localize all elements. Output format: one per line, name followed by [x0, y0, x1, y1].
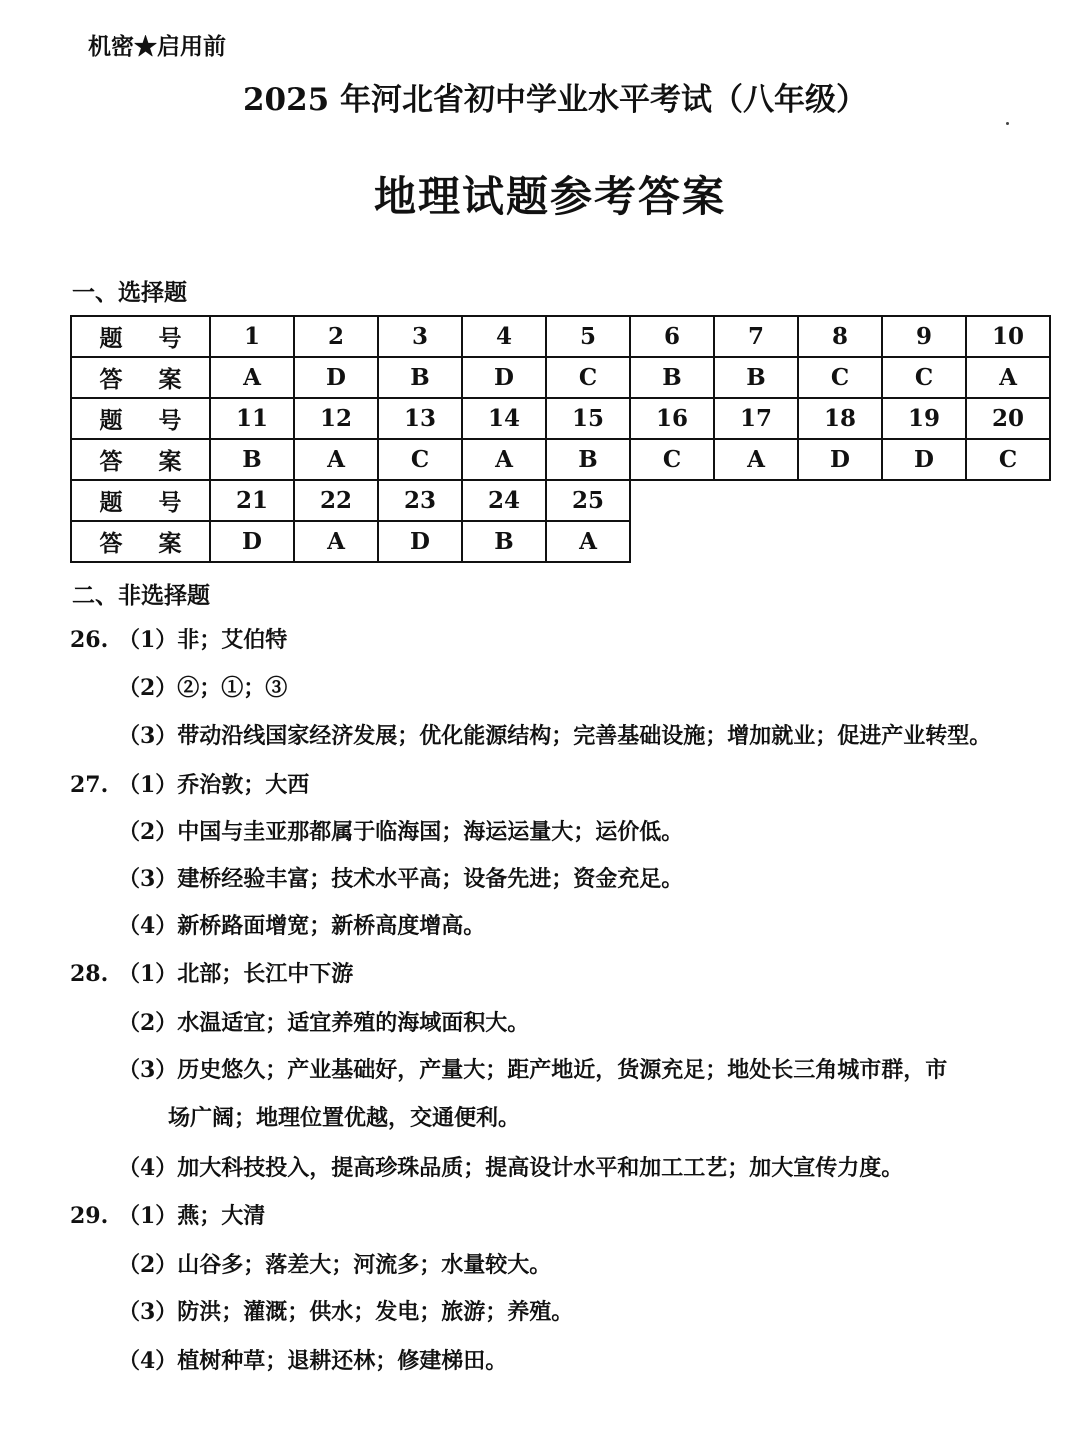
- question-number-cell: 6: [630, 316, 714, 357]
- question-number-cell: 24: [462, 480, 546, 521]
- question-number-cell: 15: [546, 398, 630, 439]
- row-header: 题 号: [71, 480, 210, 521]
- row-header: 题 号: [71, 398, 210, 439]
- question-number-cell: 25: [546, 480, 630, 521]
- question-number-cell: 2: [294, 316, 378, 357]
- question-29: [70, 1199, 265, 1230]
- answer-part-1: （1）乔治敦；大西: [118, 772, 310, 798]
- question-29-part-2: （2）山谷多；落差大；河流多；水量较大。: [118, 1252, 552, 1278]
- answer-part-1: （1）燕；大清: [118, 1203, 266, 1229]
- empty-cell: [966, 521, 1050, 562]
- question-number: 28.: [70, 961, 109, 987]
- row-header: 题 号: [71, 316, 210, 357]
- question-28: [70, 957, 353, 988]
- question-number-cell: 9: [882, 316, 966, 357]
- answer-cell: D: [294, 357, 378, 398]
- question-number-row: [71, 316, 1050, 357]
- empty-cell: [714, 521, 798, 562]
- answer-table: [70, 315, 1051, 563]
- question-number-cell: 18: [798, 398, 882, 439]
- question-number-cell: 5: [546, 316, 630, 357]
- question-number-cell: 10: [966, 316, 1050, 357]
- answer-cell: C: [378, 439, 462, 480]
- row-header: 答 案: [71, 521, 210, 562]
- answer-row: [71, 439, 1050, 480]
- empty-cell: [714, 480, 798, 521]
- question-number-cell: 23: [378, 480, 462, 521]
- answer-cell: B: [630, 357, 714, 398]
- confidential-label: 机密★启用前: [88, 33, 226, 60]
- question-number-cell: 4: [462, 316, 546, 357]
- question-27-part-3: （3）建桥经验丰富；技术水平高；设备先进；资金充足。: [118, 866, 684, 892]
- empty-cell: [630, 521, 714, 562]
- question-number: 26.: [70, 627, 109, 653]
- empty-cell: [630, 480, 714, 521]
- answer-cell: A: [210, 357, 294, 398]
- section-multiple-choice-title: 一、选择题: [72, 279, 187, 306]
- answer-cell: A: [462, 439, 546, 480]
- answer-cell: A: [546, 521, 630, 562]
- question-26-part-3: （3）带动沿线国家经济发展；优化能源结构；完善基础设施；增加就业；促进产业转型。: [118, 723, 992, 749]
- answer-cell: B: [378, 357, 462, 398]
- answer-cell: D: [210, 521, 294, 562]
- question-number-cell: 19: [882, 398, 966, 439]
- empty-cell: [966, 480, 1050, 521]
- question-27-part-4: （4）新桥路面增宽；新桥高度增高。: [118, 913, 486, 939]
- answer-cell: D: [378, 521, 462, 562]
- document-title: 地理试题参考答案: [373, 172, 726, 221]
- answer-cell: B: [462, 521, 546, 562]
- question-27: [70, 768, 309, 799]
- question-number-cell: 8: [798, 316, 882, 357]
- answer-cell: C: [546, 357, 630, 398]
- answer-cell: C: [882, 357, 966, 398]
- question-number-cell: 17: [714, 398, 798, 439]
- answer-cell: A: [294, 439, 378, 480]
- question-28-part-2: （2）水温适宜；适宜养殖的海域面积大。: [118, 1010, 530, 1036]
- question-number-cell: 13: [378, 398, 462, 439]
- answer-table-body: [71, 316, 1050, 562]
- answer-cell: A: [294, 521, 378, 562]
- answer-part-1: （1）非；艾伯特: [118, 627, 288, 653]
- question-number-cell: 12: [294, 398, 378, 439]
- answer-cell: D: [882, 439, 966, 480]
- answer-cell: C: [630, 439, 714, 480]
- answer-cell: D: [798, 439, 882, 480]
- question-number-cell: 20: [966, 398, 1050, 439]
- answer-part-1: （1）北部；长江中下游: [118, 961, 354, 987]
- question-28-part-4: （4）加大科技投入，提高珍珠品质；提高设计水平和加工工艺；加大宣传力度。: [118, 1155, 904, 1181]
- question-29-part-4: （4）植树种草；退耕还林；修建梯田。: [118, 1348, 508, 1374]
- answer-cell: A: [714, 439, 798, 480]
- section-non-choice-title: 二、非选择题: [72, 582, 210, 609]
- question-number: 29.: [70, 1203, 109, 1229]
- question-number-row: [71, 480, 1050, 521]
- answer-cell: C: [798, 357, 882, 398]
- answer-cell: C: [966, 439, 1050, 480]
- answer-cell: D: [462, 357, 546, 398]
- answer-row: [71, 521, 1050, 562]
- answer-cell: B: [546, 439, 630, 480]
- empty-cell: [798, 521, 882, 562]
- row-header: 答 案: [71, 357, 210, 398]
- question-number-cell: 1: [210, 316, 294, 357]
- question-28-part-3: （3）历史悠久；产业基础好，产量大；距产地近，货源充足；地处长三角城市群，市: [118, 1057, 948, 1083]
- question-number-cell: 14: [462, 398, 546, 439]
- question-26-part-2: （2）②；①；③: [118, 675, 288, 701]
- question-number-cell: 21: [210, 480, 294, 521]
- question-number: 27.: [70, 772, 109, 798]
- question-number-row: [71, 398, 1050, 439]
- empty-cell: [882, 480, 966, 521]
- answer-row: [71, 357, 1050, 398]
- scan-speck: [1006, 122, 1009, 125]
- question-28-part-3-continued: 场广阔；地理位置优越，交通便利。: [168, 1105, 521, 1131]
- question-26: [70, 623, 287, 654]
- empty-cell: [882, 521, 966, 562]
- answer-cell: B: [714, 357, 798, 398]
- answer-cell: B: [210, 439, 294, 480]
- row-header: 答 案: [71, 439, 210, 480]
- question-number-cell: 22: [294, 480, 378, 521]
- question-number-cell: 16: [630, 398, 714, 439]
- empty-cell: [798, 480, 882, 521]
- question-29-part-3: （3）防洪；灌溉；供水；发电；旅游；养殖。: [118, 1299, 574, 1325]
- exam-title: 2025 年河北省初中学业水平考试（八年级）: [242, 82, 868, 118]
- question-number-cell: 3: [378, 316, 462, 357]
- answer-cell: A: [966, 357, 1050, 398]
- question-27-part-2: （2）中国与圭亚那都属于临海国；海运运量大；运价低。: [118, 819, 684, 845]
- question-number-cell: 7: [714, 316, 798, 357]
- question-number-cell: 11: [210, 398, 294, 439]
